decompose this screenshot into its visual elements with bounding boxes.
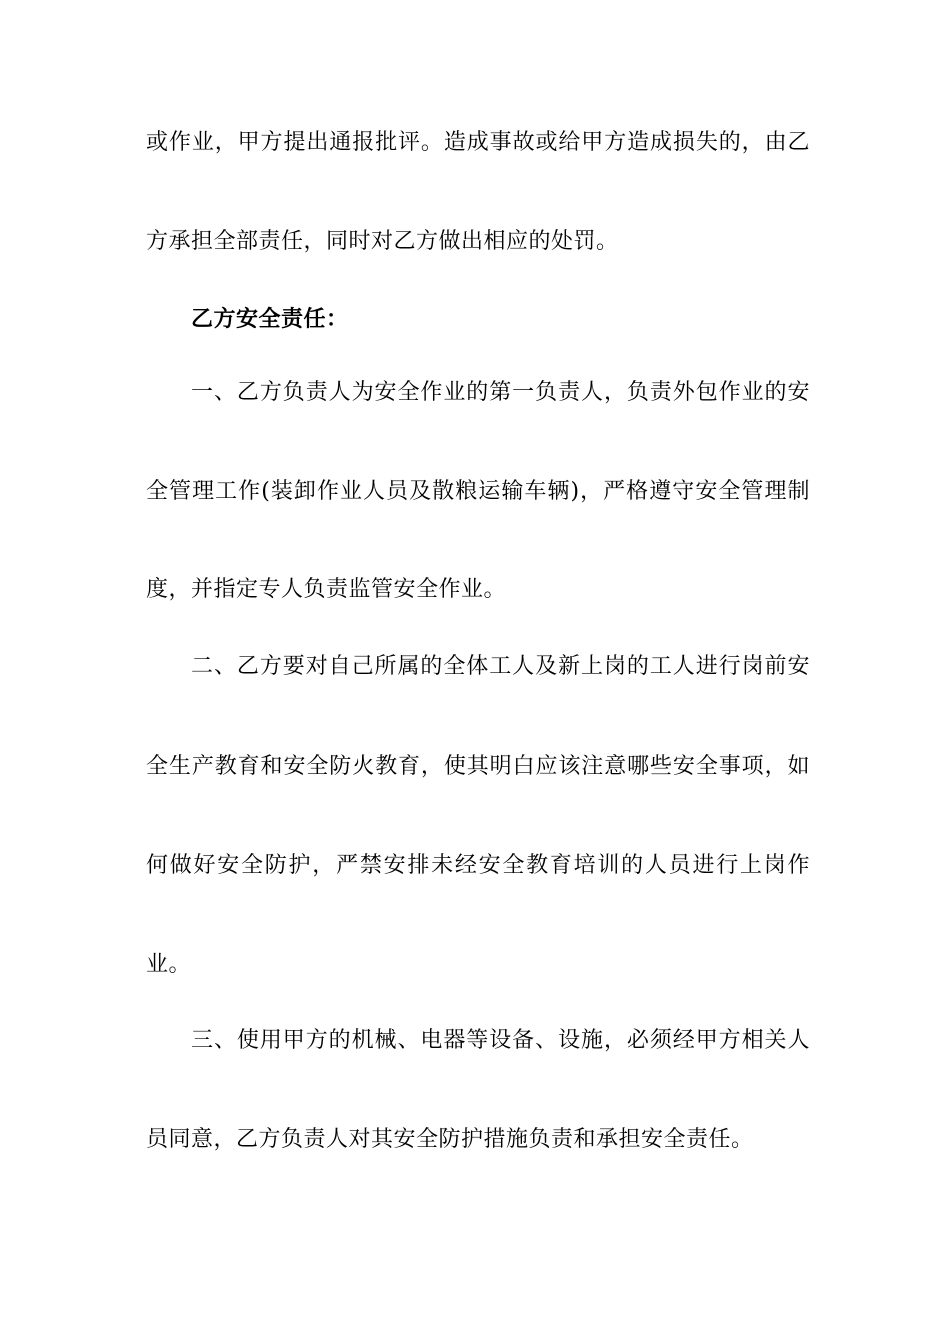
paragraph-line: 业。 <box>146 952 192 977</box>
paragraph-line: 方承担全部责任，同时对乙方做出相应的处罚。 <box>146 229 619 254</box>
paragraph-line: 全管理工作(装卸作业人员及散粮运输车辆)，严格遵守安全管理制 <box>146 479 810 504</box>
paragraph-line: 度，并指定专人负责监管安全作业。 <box>146 577 507 602</box>
paragraph-line: 三、使用甲方的机械、电器等设备、设施，必须经甲方相关人 <box>191 1028 810 1053</box>
paragraph-line: 一、乙方负责人为安全作业的第一负责人，负责外包作业的安 <box>191 380 810 405</box>
paragraph-line: 员同意，乙方负责人对其安全防护措施负责和承担安全责任。 <box>146 1127 754 1152</box>
paragraph-line: 二、乙方要对自己所属的全体工人及新上岗的工人进行岗前安 <box>191 654 810 679</box>
paragraph-line: 或作业，甲方提出通报批评。造成事故或给甲方造成损失的，由乙 <box>146 130 810 155</box>
paragraph-line: 全生产教育和安全防火教育，使其明白应该注意哪些安全事项，如 <box>146 754 810 779</box>
paragraph-line: 何做好安全防护，严禁安排未经安全教育培训的人员进行上岗作 <box>146 853 810 878</box>
section-heading: 乙方安全责任： <box>191 306 349 332</box>
